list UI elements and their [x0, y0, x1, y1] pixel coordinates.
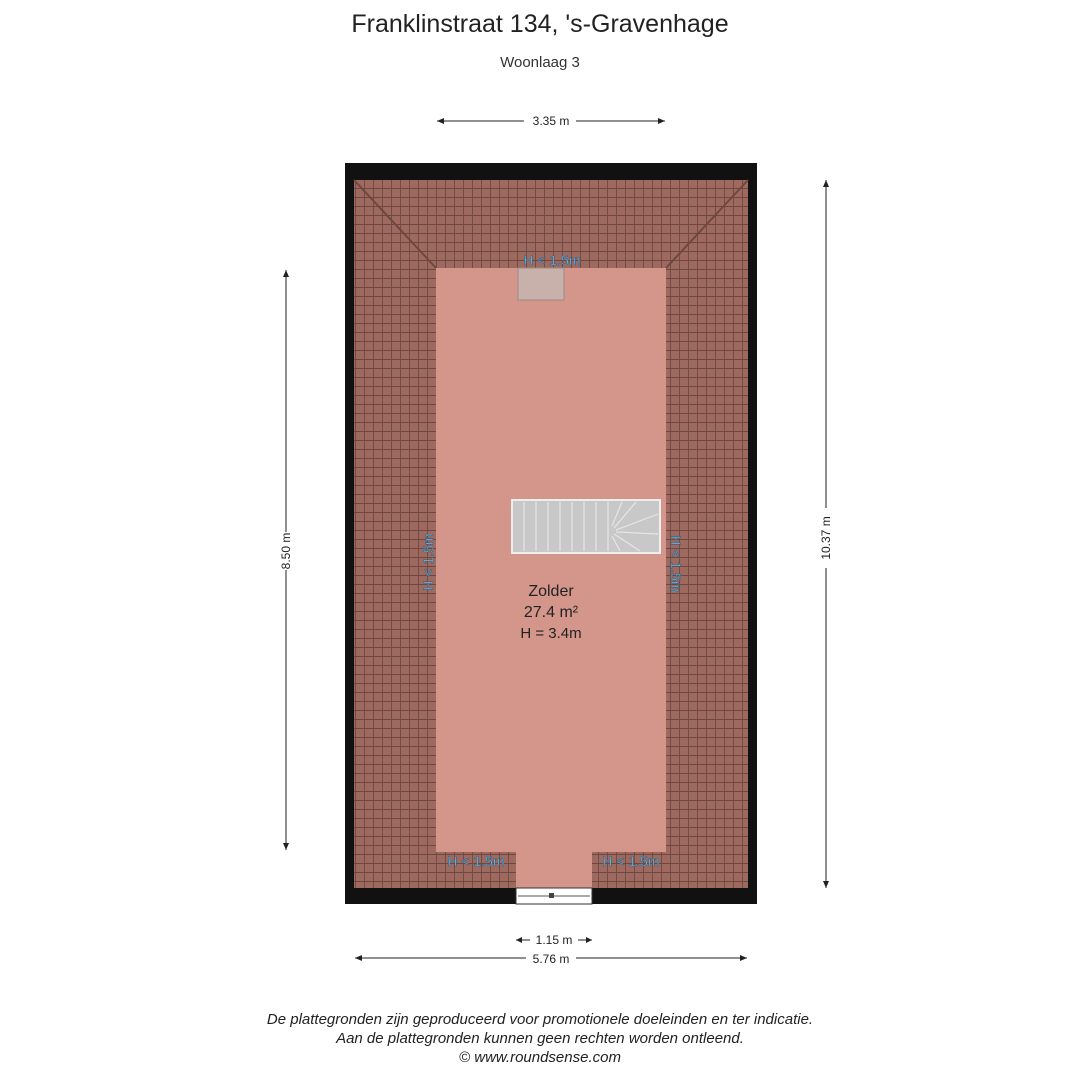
height-note-right: H < 1.5m: [668, 535, 684, 593]
dimension-top-width: 3.35 m: [532, 114, 570, 128]
room-name: Zolder: [528, 583, 574, 600]
entrance-window: [516, 888, 592, 904]
room-height: H = 3.4m: [520, 625, 582, 642]
height-note-bottom-left: H < 1.5m: [447, 853, 505, 869]
attic-floor: [436, 268, 666, 888]
dimension-door-width: 1.15 m: [535, 933, 573, 947]
dimension-left-height: 8.50 m: [279, 532, 293, 570]
floor-level-label: Woonlaag 3: [500, 54, 580, 71]
dimension-right-height: 10.37 m: [819, 516, 833, 560]
copyright-link[interactable]: © www.roundsense.com: [459, 1049, 621, 1066]
roof-hatch: [518, 268, 564, 300]
staircase: [512, 500, 660, 553]
room-area: 27.4 m²: [523, 604, 579, 621]
disclaimer: [0, 1010, 1080, 1067]
page-title: Franklinstraat 134, 's-Gravenhage: [351, 10, 729, 38]
disclaimer-line-1: De plattegronden zijn geproduceerd voor promotionele doeleinden en ter indicatie.: [266, 1011, 814, 1028]
height-note-left: H < 1.5m: [420, 533, 436, 591]
dimension-bottom-width: 5.76 m: [532, 952, 570, 966]
height-note-bottom-right: H < 1.5m: [602, 853, 660, 869]
disclaimer-line-2: Aan de plattegronden kunnen geen rechten worden ontleend.: [336, 1030, 744, 1047]
height-note-top: H < 1.5m: [523, 252, 581, 268]
